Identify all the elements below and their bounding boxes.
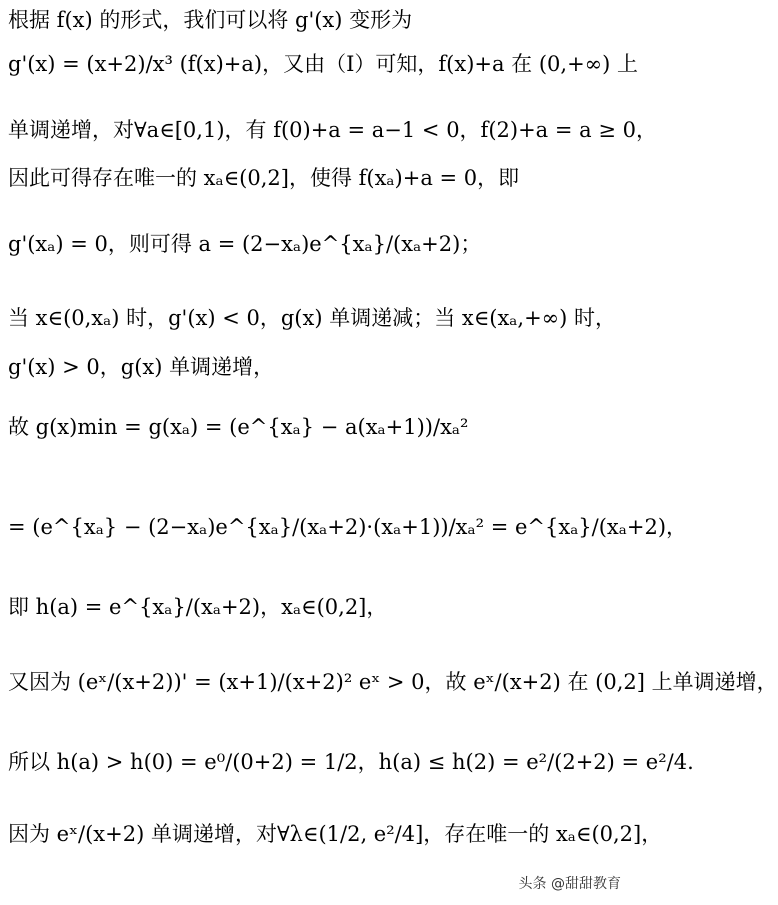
text-line-12: 所以 h(a) > h(0) = e⁰/(0+2) = 1/2，h(a) ≤ h(2) = e²/(2+2) = e²/4. xyxy=(8,750,694,774)
text-line-7: g'(x) > 0，g(x) 单调递增， xyxy=(8,355,275,379)
text-line-13: 因为 eˣ/(x+2) 单调递增，对∀λ∈(1/2, e²/4]，存在唯一的 xₐ∈(0,2]， xyxy=(8,822,663,846)
text-line-9: = (e^{xₐ} − (2−xₐ)e^{xₐ}/(xₐ+2)·(xₐ+1))/xₐ² = e^{xₐ}/(xₐ+2)， xyxy=(8,515,688,539)
text-line-3: 单调递增，对∀a∈[0,1)，有 f(0)+a = a−1 < 0，f(2)+a = a ≥ 0， xyxy=(8,118,657,142)
text-line-2: g'(x) = (x+2)/x³ (f(x)+a)，又由（I）可知，f(x)+a 在 (0,+∞) 上 xyxy=(8,52,639,76)
text-line-4: 因此可得存在唯一的 xₐ∈(0,2]，使得 f(xₐ)+a = 0，即 xyxy=(8,166,520,190)
text-line-5: g'(xₐ) = 0，则可得 a = (2−xₐ)e^{xₐ}/(xₐ+2)； xyxy=(8,232,482,256)
watermark: 头条 @甜甜教育 xyxy=(514,871,626,895)
text-line-1: 根据 f(x) 的形式，我们可以将 g'(x) 变形为 xyxy=(8,8,413,32)
text-line-10: 即 h(a) = e^{xₐ}/(xₐ+2)，xₐ∈(0,2]， xyxy=(8,595,388,619)
text-line-11: 又因为 (eˣ/(x+2))' = (x+1)/(x+2)² eˣ > 0，故 eˣ/(x+2) 在 (0,2] 上单调递增， xyxy=(8,670,778,694)
text-line-8: 故 g(x)min = g(xₐ) = (e^{xₐ} − a(xₐ+1))/xₐ² xyxy=(8,415,469,439)
text-line-6: 当 x∈(0,xₐ) 时，g'(x) < 0，g(x) 单调递减；当 x∈(xₐ,+∞) 时， xyxy=(8,306,617,330)
